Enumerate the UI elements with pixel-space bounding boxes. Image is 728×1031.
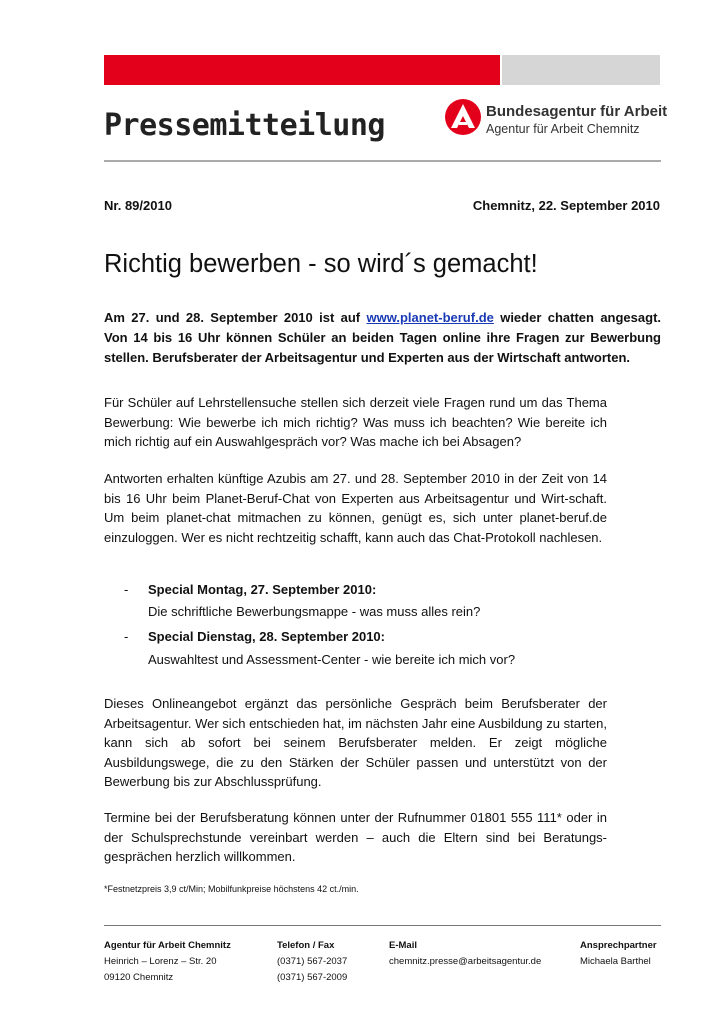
footer-heading: E-Mail (389, 940, 417, 951)
footer-divider (104, 925, 661, 926)
footer-agency (104, 938, 231, 986)
body-paragraph-2 (104, 469, 607, 547)
footnote: *Festnetzpreis 3,9 ct/Min; Mobilfunkpreise höchstens 42 ct./min. (104, 884, 359, 894)
special-title: Special Montag, 27. September 2010: (148, 582, 377, 597)
footer-email (389, 938, 541, 970)
release-number: Nr. 89/2010 (104, 198, 172, 213)
body-paragraph-1 (104, 393, 607, 452)
paragraph-text: Termine bei der Berufsberatung können unter der Rufnummer 01801 555 111* oder in der Schulsprechstunde vereinbart werden – auch die Eltern sind bei Beratungs-gesprächen herzlich willkommen. (104, 810, 607, 864)
body-paragraph-4 (104, 808, 607, 867)
footer-contact-name: Michaela Barthel (580, 956, 651, 967)
org-name: Bundesagentur für Arbeit (486, 103, 668, 120)
release-date: Chemnitz, 22. September 2010 (472, 198, 660, 213)
footer-email-address[interactable]: chemnitz.presse@arbeitsagentur.de (389, 956, 542, 967)
list-dash: - (124, 629, 129, 644)
paragraph-text: Antworten erhalten künftige Azubis am 27. und 28. September 2010 in der Zeit von 14 bis 16 Uhr beim Planet-Beruf-Chat von Experten aus Arbeitsagentur und Wirt-schaft. Um beim planet-chat mitmachen zu können, genügt es, sich unter planet-beruf.de einzuloggen. Wer es nicht rechtzeitig schafft, kann auch das Chat-Protokoll nachlesen. (104, 471, 607, 545)
page-title: Pressemitteilung (104, 108, 385, 143)
footer-heading: Telefon / Fax (277, 940, 335, 951)
header-grey-bar (502, 55, 660, 85)
special-title: Special Dienstag, 28. September 2010: (148, 629, 385, 644)
org-subname: Agentur für Arbeit Chemnitz (486, 122, 640, 136)
paragraph-text: Für Schüler auf Lehrstellensuche stellen sich derzeit viele Fragen rund um das Thema Bewerbung: Wie bewerbe ich mich richtig? Was muss ich beachten? Wie bereite ich mich richtig auf ein Auswahlgespräch vor? Was mache ich bei Absagen? (104, 395, 607, 449)
footer-contact (580, 938, 657, 970)
ba-logo-icon (444, 98, 482, 136)
lead-text: wieder chatten angesagt. (493, 310, 662, 325)
footer-address: Heinrich – Lorenz – Str. 20 (104, 956, 217, 967)
lead-line: stellen. Berufsberater der Arbeitsagentur und Experten aus der Wirtschaft antworten. (104, 350, 631, 365)
special-text: Auswahltest und Assessment-Center - wie bereite ich mich vor? (148, 652, 516, 667)
lead-paragraph (104, 308, 661, 368)
header-divider (104, 160, 661, 162)
special-text: Die schriftliche Bewerbungsmappe - was muss alles rein? (148, 604, 481, 619)
footer-phone (277, 938, 347, 986)
body-paragraph-3 (104, 694, 607, 792)
planet-beruf-link[interactable]: www.planet-beruf.de (366, 310, 494, 325)
lead-text: Am 27. und 28. September 2010 ist auf (104, 310, 367, 325)
footer-city: 09120 Chemnitz (104, 972, 174, 983)
paragraph-text: Dieses Onlineangebot ergänzt das persönliche Gespräch beim Berufsberater der Arbeitsagentur. Wer sich entschieden hat, im nächsten Jahr eine Ausbildung zu starten, kann sich ab sofort bei seinem Berufsberater melden. Er zeigt mögliche Ausbildungswege, die zu den Stärken der Schüler passen und unterstützt von der Bewerbung bis zur Abschlussprüfung. (104, 696, 607, 789)
lead-line: Von 14 bis 16 Uhr können Schüler an beiden Tagen online ihre Fragen zur Bewerbung (104, 330, 661, 345)
footer-heading: Ansprechpartner (580, 940, 657, 951)
footer-fax-number: (0371) 567-2009 (277, 972, 348, 983)
footer-phone-number: (0371) 567-2037 (277, 956, 348, 967)
list-dash: - (124, 582, 129, 597)
footer-heading: Agentur für Arbeit Chemnitz (104, 940, 231, 951)
headline: Richtig bewerben - so wird´s gemacht! (104, 250, 538, 278)
header-red-bar (104, 55, 500, 85)
